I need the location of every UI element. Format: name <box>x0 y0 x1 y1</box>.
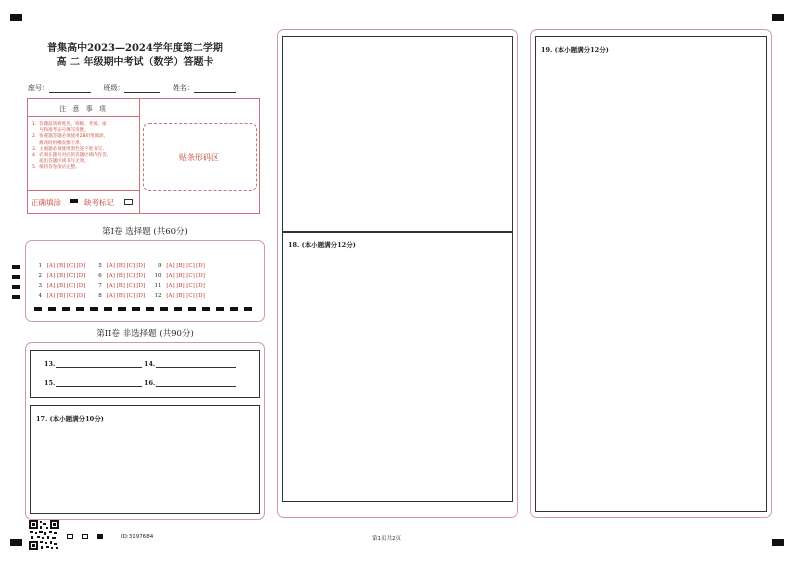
option-c[interactable]: [C] <box>66 273 76 279</box>
section1-title: 第I卷 选择题 (共60分) <box>102 227 188 237</box>
q19-answer-box[interactable] <box>535 36 767 512</box>
option-a[interactable]: [A] <box>166 273 175 279</box>
option-d[interactable]: [D] <box>76 263 86 269</box>
timing-mark <box>118 307 126 311</box>
exam-title-line2: 高 二 年级期中考试（数学）答题卡 <box>56 57 214 68</box>
option-a[interactable]: [A] <box>46 283 56 289</box>
question-number: 9 <box>158 263 162 269</box>
option-c[interactable]: [C] <box>126 263 136 269</box>
student-info-row <box>28 83 268 93</box>
notice-list <box>32 122 137 172</box>
option-d[interactable]: [D] <box>196 263 205 269</box>
blank-13-label: 13. <box>44 360 56 368</box>
blank-13-line[interactable] <box>56 367 142 368</box>
q16-continuation-box[interactable] <box>282 36 513 233</box>
option-b[interactable]: [B] <box>176 293 185 299</box>
page-indicator: 第1页共2页 <box>372 536 401 542</box>
option-c[interactable]: [C] <box>126 273 136 279</box>
option-b[interactable]: [B] <box>116 273 125 279</box>
q17-label: 17. (本小题满分10分) <box>36 415 104 423</box>
option-a[interactable]: [A] <box>46 263 56 269</box>
timing-mark <box>202 307 210 311</box>
option-b[interactable]: [B] <box>176 283 185 289</box>
option-d[interactable]: [D] <box>196 273 205 279</box>
blank-14-line[interactable] <box>156 367 236 368</box>
option-d[interactable]: [D] <box>76 293 86 299</box>
option-a[interactable]: [A] <box>106 283 115 289</box>
question-number: 1 <box>38 263 42 269</box>
name-field[interactable] <box>194 85 236 93</box>
option-b[interactable]: [B] <box>56 263 66 269</box>
notice-item: 超出答题区域书写无效。 <box>32 159 89 165</box>
choice-row <box>34 293 212 299</box>
option-b[interactable]: [B] <box>116 293 125 299</box>
option-a[interactable]: [A] <box>166 283 175 289</box>
option-d[interactable]: [D] <box>136 263 146 269</box>
option-c[interactable]: [C] <box>186 293 195 299</box>
option-b[interactable]: [B] <box>176 273 185 279</box>
class-label: 班级： <box>103 84 125 92</box>
option-d[interactable]: [D] <box>196 293 205 299</box>
timing-mark <box>48 307 56 311</box>
option-d[interactable]: [D] <box>196 283 205 289</box>
notice-item: 2. 客观题答题必须使用2B铅笔填涂， <box>32 134 109 140</box>
notice-divider-horizontal <box>28 116 139 117</box>
notice-item: 修改时用橡皮擦干净。 <box>32 140 85 146</box>
option-c[interactable]: [C] <box>126 283 136 289</box>
footer-square <box>82 534 88 539</box>
option-a[interactable]: [A] <box>166 263 175 269</box>
qr-code-graphic <box>29 520 59 550</box>
timing-mark <box>160 307 168 311</box>
timing-mark <box>12 285 20 289</box>
notice-item: 4. 必须在题号对应的答题区域内作答， <box>32 153 112 159</box>
timing-mark <box>62 307 70 311</box>
question-number: 4 <box>38 293 42 299</box>
notice-item: 1. 答题前请将姓名、班级、考场、座 <box>32 122 107 127</box>
blank-16-label: 16. <box>144 379 156 387</box>
notice-divider-vertical <box>139 99 140 213</box>
option-a[interactable]: [A] <box>46 293 56 299</box>
timing-mark <box>76 307 84 311</box>
q19-label: 19. (本小题满分12分) <box>541 46 609 54</box>
footer-square-filled <box>97 534 103 539</box>
option-c[interactable]: [C] <box>66 283 76 289</box>
option-d[interactable]: [D] <box>136 273 146 279</box>
option-a[interactable]: [A] <box>106 273 115 279</box>
qr-code <box>29 520 59 550</box>
option-b[interactable]: [B] <box>56 273 66 279</box>
name-label: 姓名： <box>172 84 194 92</box>
fill-blank-box <box>30 350 260 398</box>
option-a[interactable]: [A] <box>106 293 115 299</box>
blank-16-line[interactable] <box>156 386 236 387</box>
footer-square <box>67 534 73 539</box>
option-b[interactable]: [B] <box>56 283 66 289</box>
timing-mark <box>132 307 140 311</box>
question-number: 12 <box>154 293 162 299</box>
timing-mark <box>216 307 224 311</box>
option-c[interactable]: [C] <box>186 263 195 269</box>
option-d[interactable]: [D] <box>76 283 86 289</box>
absent-label: 缺考标记 <box>84 198 114 207</box>
question-number: 11 <box>154 283 162 289</box>
correct-fill-label: 正确填涂 <box>31 198 61 207</box>
correct-fill-sample <box>70 199 78 203</box>
barcode-label: 贴条形码区 <box>179 153 219 162</box>
question-number: 10 <box>154 273 162 279</box>
alignment-mark-top-right <box>772 14 784 21</box>
seat-label: 座号： <box>28 84 49 92</box>
timing-mark <box>146 307 154 311</box>
option-a[interactable]: [A] <box>166 293 175 299</box>
choice-row <box>34 263 212 269</box>
option-c[interactable]: [C] <box>186 283 195 289</box>
option-b[interactable]: [B] <box>176 263 185 269</box>
exam-id: ID:3197684 <box>121 534 154 540</box>
q18-answer-box[interactable] <box>282 231 513 502</box>
alignment-mark-bottom-right <box>772 539 784 546</box>
q18-label: 18. (本小题满分12分) <box>288 241 356 249</box>
option-d[interactable]: [D] <box>76 273 86 279</box>
question-number: 8 <box>98 293 102 299</box>
notice-divider-bottom <box>28 190 139 191</box>
class-field[interactable] <box>124 85 160 93</box>
question-number: 6 <box>98 273 102 279</box>
option-c[interactable]: [C] <box>186 273 195 279</box>
question-number: 5 <box>98 263 102 269</box>
seat-field[interactable] <box>49 85 91 93</box>
blank-15-line[interactable] <box>56 386 142 387</box>
section2-title: 第II卷 非选择题 (共90分) <box>96 329 194 339</box>
option-a[interactable]: [A] <box>106 263 115 269</box>
option-b[interactable]: [B] <box>116 283 125 289</box>
alignment-mark-bottom-left <box>10 539 22 546</box>
timing-mark <box>174 307 182 311</box>
question-number: 7 <box>98 283 102 289</box>
timing-mark <box>12 275 20 279</box>
timing-mark <box>90 307 98 311</box>
option-c[interactable]: [C] <box>126 293 136 299</box>
notice-item: 3. 主观题必须使用黑色签字笔书写。 <box>32 146 107 152</box>
blank-14-label: 14. <box>144 360 156 368</box>
timing-mark <box>230 307 238 311</box>
choice-row <box>34 273 212 279</box>
timing-mark-row <box>34 307 256 312</box>
timing-mark <box>12 295 20 299</box>
timing-mark <box>244 307 252 311</box>
option-b[interactable]: [B] <box>56 293 66 299</box>
option-a[interactable]: [A] <box>46 273 56 279</box>
option-d[interactable]: [D] <box>136 293 146 299</box>
option-c[interactable]: [C] <box>66 263 76 269</box>
notice-item: 号和准考证号填写清楚。 <box>32 128 89 134</box>
absent-mark-box[interactable] <box>124 199 133 205</box>
option-c[interactable]: [C] <box>66 293 76 299</box>
choice-row <box>34 283 212 289</box>
question-number: 3 <box>38 283 42 289</box>
exam-title-line1: 普集高中2023—2024学年度第二学期 <box>47 43 223 54</box>
timing-mark <box>12 265 20 269</box>
option-d[interactable]: [D] <box>136 283 146 289</box>
alignment-mark-top-left <box>10 14 22 21</box>
question-number: 2 <box>38 273 42 279</box>
blank-15-label: 15. <box>44 379 56 387</box>
timing-mark <box>188 307 196 311</box>
timing-mark <box>34 307 42 311</box>
notice-barcode-box <box>27 98 260 214</box>
notice-item: 5. 保持答卷清洁完整。 <box>32 165 80 171</box>
timing-mark <box>104 307 112 311</box>
option-b[interactable]: [B] <box>116 263 125 269</box>
notice-heading: 注 意 事 项 <box>59 105 108 113</box>
